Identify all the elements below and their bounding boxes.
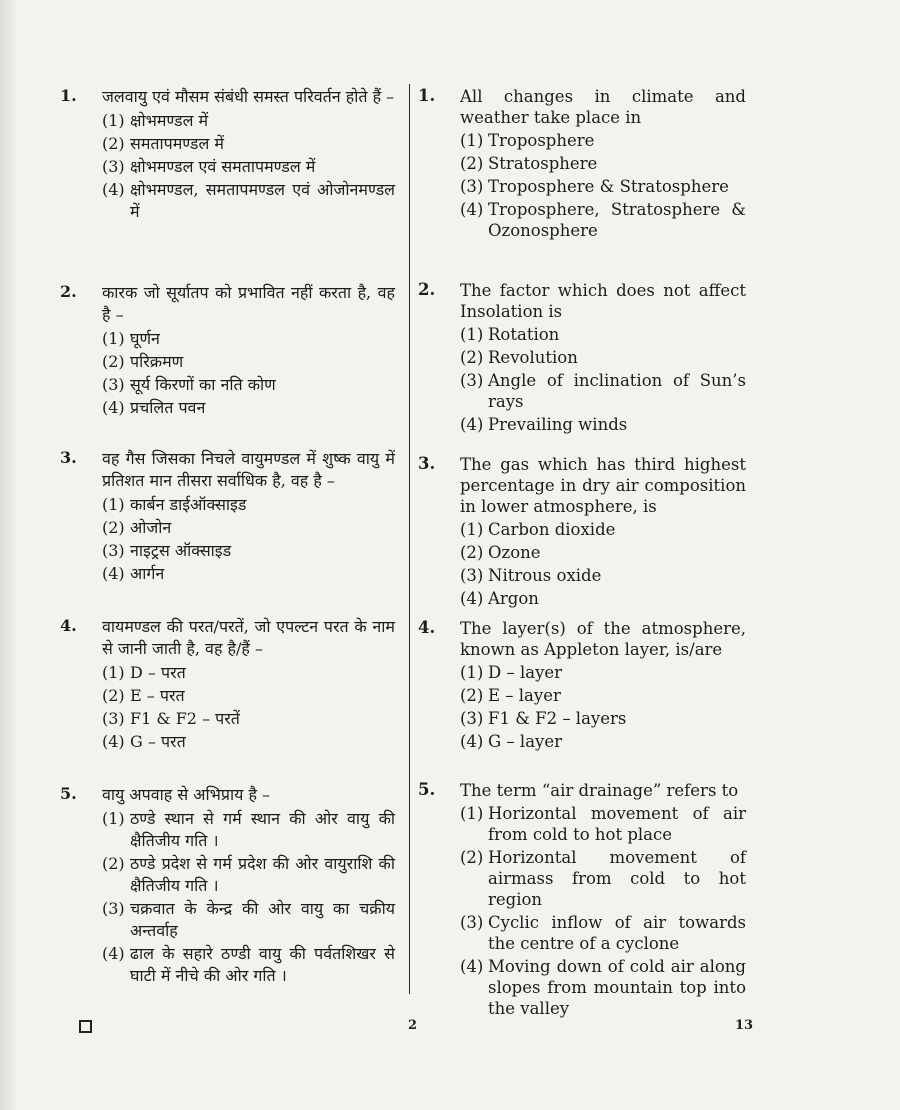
- option-text: नाइट्रस ऑक्साइड: [130, 541, 232, 560]
- option: [102, 943, 395, 987]
- option: [102, 328, 395, 350]
- option-text: प्रचलित पवन: [130, 398, 206, 417]
- option-number: (1): [102, 663, 125, 682]
- option-number: (4): [102, 564, 125, 583]
- option: [460, 153, 746, 174]
- option-number: (2): [460, 154, 484, 173]
- option: [460, 685, 746, 706]
- option: [460, 708, 746, 729]
- option-text: Argon: [488, 589, 539, 608]
- option-number: (1): [102, 809, 125, 828]
- option: [460, 912, 746, 954]
- option-number: (3): [102, 157, 125, 176]
- option: [460, 803, 746, 845]
- option-text: ओजोन: [130, 518, 172, 537]
- option: [460, 847, 746, 910]
- question-number: 2.: [418, 280, 436, 299]
- option: [102, 179, 395, 223]
- option-text: Stratosphere: [488, 154, 598, 173]
- hindi-question-5: [60, 784, 395, 988]
- option: [460, 370, 746, 412]
- hindi-question-1: [60, 86, 395, 224]
- option: [460, 588, 746, 609]
- option: [102, 853, 395, 897]
- question-text: All changes in climate and weather take place in: [460, 87, 746, 127]
- option-number: (4): [460, 957, 484, 976]
- option: [460, 731, 746, 752]
- question-text: The layer(s) of the atmosphere, known as Appleton layer, is/are: [460, 619, 746, 659]
- option-number: (4): [102, 180, 125, 199]
- option-text: ठण्डे स्थान से गर्म स्थान की ओर वायु की क्षैतिजीय गति ।: [130, 809, 395, 850]
- option: [460, 414, 746, 435]
- option-text: Moving down of cold air along slopes from mountain top into the valley: [488, 957, 746, 1018]
- option-text: ठण्डे प्रदेश से गर्म प्रदेश की ओर वायुराशि की क्षैतिजीय गति ।: [130, 854, 395, 895]
- option-text: परिक्रमण: [130, 352, 184, 371]
- question-number: 3.: [418, 454, 436, 473]
- option-number: (1): [102, 329, 125, 348]
- option-text: Troposphere, Stratosphere & Ozonosphere: [488, 200, 746, 240]
- option-number: (3): [460, 709, 484, 728]
- option-number: (3): [102, 899, 125, 918]
- option-number: (3): [460, 177, 484, 196]
- question-number: 5.: [60, 784, 77, 803]
- option-text: सूर्य किरणों का नति कोण: [130, 375, 276, 394]
- option-text: F1 & F2 – layers: [488, 709, 627, 728]
- column-divider: [409, 84, 410, 994]
- option-text: कार्बन डाईऑक्साइड: [130, 495, 247, 514]
- question-text: जलवायु एवं मौसम संबंधी समस्त परिवर्तन होते हैं –: [102, 87, 395, 106]
- option: [460, 519, 746, 540]
- option: [102, 708, 395, 730]
- question-number: 4.: [418, 618, 436, 637]
- option: [460, 565, 746, 586]
- option-number: (1): [460, 804, 484, 823]
- option-text: G – layer: [488, 732, 563, 751]
- hindi-question-4: [60, 616, 395, 754]
- option-number: (4): [460, 589, 484, 608]
- option-number: (3): [460, 913, 484, 932]
- question-text: वायमण्डल की परत/परतें, जो एपल्टन परत के नाम से जानी जाती है, वह है/हैं –: [102, 617, 395, 658]
- option: [460, 199, 746, 241]
- option-text: Horizontal movement of airmass from cold to hot region: [488, 848, 746, 909]
- option-text: क्षोभमण्डल एवं समतापमण्डल में: [130, 157, 316, 176]
- option: [460, 324, 746, 345]
- option-number: (2): [102, 686, 125, 705]
- option-number: (2): [460, 348, 484, 367]
- option: [102, 351, 395, 373]
- english-question-1: [418, 86, 746, 243]
- option: [102, 808, 395, 852]
- option-text: Carbon dioxide: [488, 520, 616, 539]
- option-text: Angle of inclination of Sun’s rays: [488, 371, 746, 411]
- option-text: Nitrous oxide: [488, 566, 602, 585]
- option: [102, 662, 395, 684]
- option-text: चक्रवात के केन्द्र की ओर वायु का चक्रीय अन्तर्वाह: [130, 899, 395, 940]
- option-text: क्षोभमण्डल में: [130, 111, 209, 130]
- option-number: (2): [102, 134, 125, 153]
- option: [460, 176, 746, 197]
- option-number: (1): [102, 111, 125, 130]
- option-number: (2): [460, 848, 484, 867]
- english-question-2: [418, 280, 746, 437]
- option-text: F1 & F2 – परतें: [130, 709, 240, 728]
- option-text: ढाल के सहारे ठण्डी वायु की पर्वतशिखर से घाटी में नीचे की ओर गति ।: [130, 944, 395, 985]
- question-number: 4.: [60, 616, 77, 635]
- option-text: Cyclic inflow of air towards the centre of a cyclone: [488, 913, 746, 953]
- option-number: (1): [460, 325, 484, 344]
- option: [460, 542, 746, 563]
- question-number: 3.: [60, 448, 77, 467]
- option: [460, 956, 746, 1019]
- option: [102, 156, 395, 178]
- option-text: आर्गन: [130, 564, 165, 583]
- hindi-question-2: [60, 282, 395, 420]
- option-number: (2): [102, 518, 125, 537]
- option-text: घूर्णन: [130, 329, 160, 348]
- hindi-question-3: [60, 448, 395, 586]
- question-text: वायु अपवाह से अभिप्राय है –: [102, 785, 271, 804]
- option-number: (4): [460, 732, 484, 751]
- option-text: Ozone: [488, 543, 541, 562]
- option: [102, 397, 395, 419]
- option: [102, 517, 395, 539]
- option: [102, 731, 395, 753]
- option-number: (3): [102, 709, 125, 728]
- option: [460, 347, 746, 368]
- option-text: समतापमण्डल में: [130, 134, 224, 153]
- question-text: वह गैस जिसका निचले वायुमण्डल में शुष्क वायु में प्रतिशत मान तीसरा सर्वाधिक है, वह है –: [102, 449, 395, 490]
- english-question-3: [418, 454, 746, 611]
- option-text: E – layer: [488, 686, 561, 705]
- option: [102, 494, 395, 516]
- option: [102, 540, 395, 562]
- option-text: Rotation: [488, 325, 560, 344]
- option-number: (4): [102, 732, 125, 751]
- option: [102, 110, 395, 132]
- option-number: (2): [102, 854, 125, 873]
- option: [102, 374, 395, 396]
- question-number: 2.: [60, 282, 77, 301]
- question-text: The factor which does not affect Insolation is: [460, 281, 746, 321]
- option-number: (3): [460, 371, 484, 390]
- option-text: D – layer: [488, 663, 563, 682]
- option-text: Horizontal movement of air from cold to hot place: [488, 804, 746, 844]
- option-number: (4): [102, 944, 125, 963]
- option-number: (4): [460, 200, 484, 219]
- option-number: (2): [102, 352, 125, 371]
- option-number: (3): [102, 541, 125, 560]
- option-number: (4): [102, 398, 125, 417]
- option: [102, 685, 395, 707]
- option-number: (2): [460, 543, 484, 562]
- question-text: The term “air drainage” refers to: [460, 781, 739, 800]
- option: [102, 898, 395, 942]
- option: [102, 133, 395, 155]
- square-marker-icon: [79, 1020, 92, 1033]
- option-number: (3): [460, 566, 484, 585]
- option-text: Troposphere & Stratosphere: [488, 177, 729, 196]
- question-number: 1.: [60, 86, 77, 105]
- option-text: G – परत: [130, 732, 186, 751]
- scan-edge-shadow: [0, 0, 18, 1110]
- english-question-4: [418, 618, 746, 754]
- option-number: (2): [460, 686, 484, 705]
- page-number-left: 2: [408, 1018, 418, 1033]
- option-number: (4): [460, 415, 484, 434]
- question-text: The gas which has third highest percentage in dry air composition in lower atmosphere, is: [460, 455, 746, 516]
- option-text: Revolution: [488, 348, 578, 367]
- option: [102, 563, 395, 585]
- option-text: Troposphere: [488, 131, 595, 150]
- option-text: Prevailing winds: [488, 415, 628, 434]
- question-text: कारक जो सूर्यातप को प्रभावित नहीं करता है, वह है –: [102, 283, 395, 324]
- option: [460, 662, 746, 683]
- option-text: D – परत: [130, 663, 186, 682]
- option-number: (1): [460, 131, 484, 150]
- option-number: (1): [460, 663, 484, 682]
- english-question-5: [418, 780, 746, 1021]
- option-text: E – परत: [130, 686, 185, 705]
- option-number: (3): [102, 375, 125, 394]
- option: [460, 130, 746, 151]
- option-number: (1): [460, 520, 484, 539]
- question-number: 5.: [418, 780, 436, 799]
- option-number: (1): [102, 495, 125, 514]
- page-number-right: 13: [735, 1018, 754, 1033]
- question-number: 1.: [418, 86, 436, 105]
- option-text: क्षोभमण्डल, समतापमण्डल एवं ओजोनमण्डल में: [130, 180, 395, 221]
